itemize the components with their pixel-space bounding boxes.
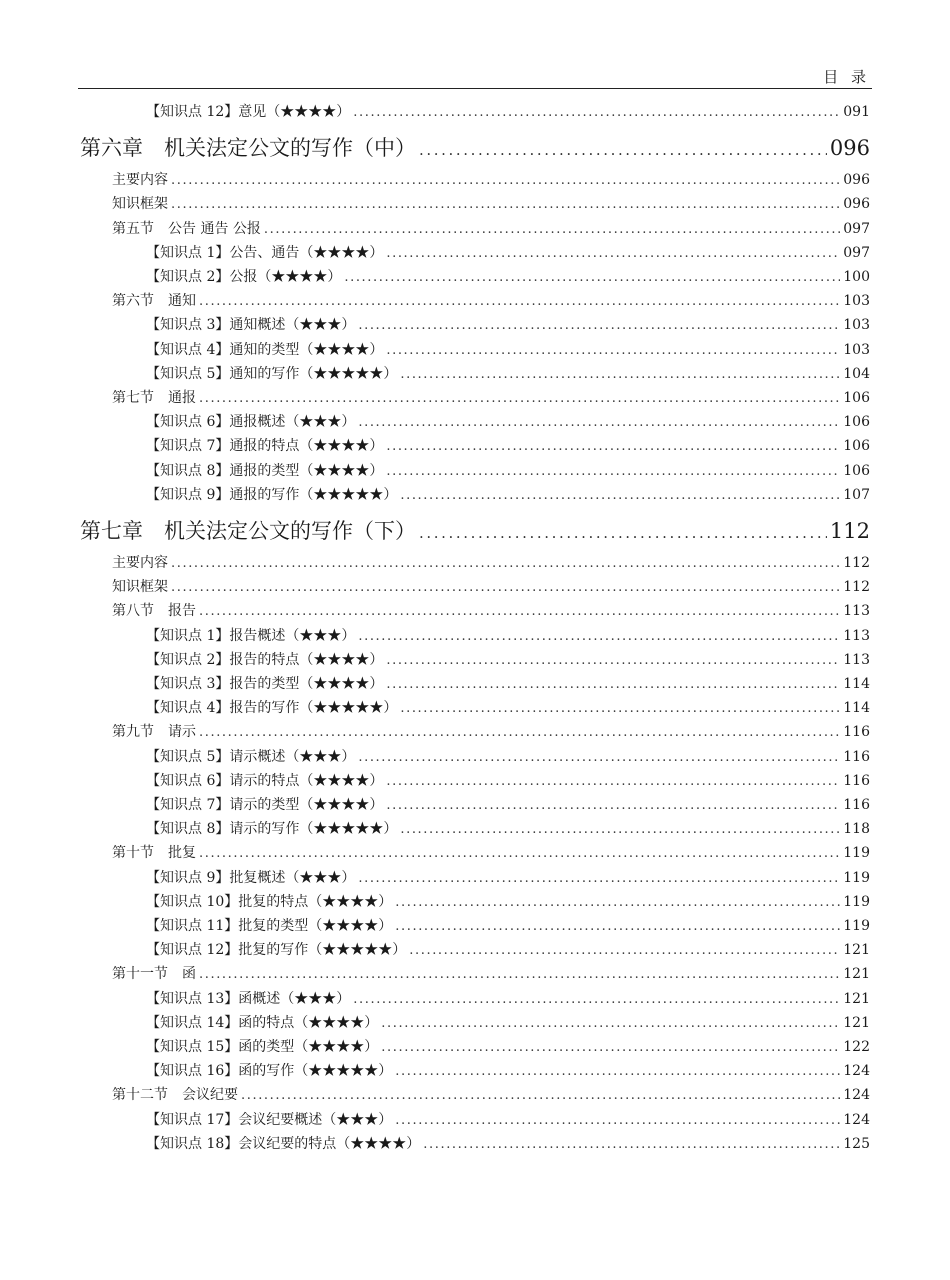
toc-entry-page-number: 097: [843, 220, 870, 237]
dot-leader: [423, 1135, 840, 1155]
dot-leader: [381, 1014, 840, 1034]
toc-entry-label: 第五节 公告 通告 公报: [112, 220, 261, 237]
toc-entry-section[interactable]: [112, 601, 870, 621]
toc-entry-page-number: 106: [843, 414, 870, 431]
toc-entry-page-number: 118: [843, 821, 870, 838]
toc-entry-point[interactable]: [146, 868, 870, 888]
toc-entry-page-number: 116: [843, 797, 870, 813]
dot-leader: [199, 389, 840, 409]
dot-leader: [358, 413, 840, 433]
toc-entry-page-number: 119: [843, 893, 870, 910]
toc-entry-point[interactable]: [146, 819, 870, 839]
toc-entry-point[interactable]: [146, 989, 870, 1009]
toc-entry-label: 【知识点 2】报告的特点（★★★★）: [146, 651, 384, 668]
dot-leader: [171, 554, 840, 574]
dot-leader: [358, 869, 840, 889]
toc-entry-section[interactable]: [112, 219, 870, 239]
dot-leader: [400, 699, 840, 719]
dot-leader: [353, 103, 840, 123]
toc-entry-label: 【知识点 9】批复概述（★★★）: [146, 869, 356, 886]
dot-leader: [171, 171, 840, 191]
toc-entry-label: 知识框架: [112, 196, 168, 213]
toc-entry-label: 【知识点 16】函的写作（★★★★★）: [146, 1063, 393, 1080]
toc-entry-point[interactable]: [146, 364, 870, 384]
toc-entry-point[interactable]: [146, 892, 870, 912]
toc-entry-point[interactable]: [146, 1061, 870, 1081]
dot-leader: [395, 917, 840, 937]
dot-leader: [409, 941, 840, 961]
toc-entry-page-number: 106: [843, 438, 870, 455]
toc-entry-page-number: 124: [843, 1063, 870, 1080]
toc-entry-page-number: 121: [843, 1014, 870, 1031]
toc-entry-label: 第六章 机关法定公文的写作（中）: [80, 136, 416, 161]
dot-leader: [358, 316, 840, 336]
toc-entry-page-number: 112: [843, 579, 870, 596]
dot-leader: [381, 1038, 840, 1058]
header-title: 目 录: [823, 68, 870, 86]
toc-entry-point[interactable]: [146, 461, 870, 481]
toc-entry-label: 第八节 报告: [112, 603, 196, 620]
toc-entry-point[interactable]: [146, 1110, 870, 1130]
toc-entry-point[interactable]: [146, 1134, 870, 1154]
toc-entry-page-number: 114: [843, 700, 870, 717]
toc-entry-page-number: 121: [843, 966, 870, 983]
dot-leader: [386, 341, 840, 361]
toc-entry-label: 【知识点 6】通报概述（★★★）: [146, 414, 356, 431]
toc-entry-page-number: 119: [843, 869, 870, 886]
toc-entry-label: 【知识点 14】函的特点（★★★★）: [146, 1014, 379, 1031]
dot-leader: [386, 651, 840, 671]
toc-entry-page-number: 107: [843, 486, 870, 503]
dot-leader: [199, 602, 840, 622]
toc-entry-label: 【知识点 13】函概述（★★★）: [146, 990, 351, 1007]
toc-entry-label: 【知识点 18】会议纪要的特点（★★★★）: [146, 1135, 421, 1152]
toc-entry-label: 【知识点 6】请示的特点（★★★★）: [146, 772, 384, 789]
toc-entry-label: 【知识点 12】意见（★★★★）: [146, 104, 351, 120]
toc-entry-page-number: 103: [843, 341, 870, 358]
toc-entry-page-number: 096: [829, 136, 870, 161]
toc-entry-label: 第九节 请示: [112, 724, 196, 741]
toc-entry-label: 【知识点 5】请示概述（★★★）: [146, 748, 356, 765]
toc-entry-page-number: 113: [843, 627, 870, 644]
toc-entry-label: 知识框架: [112, 579, 168, 596]
dot-leader: [171, 578, 840, 598]
toc-entry-section[interactable]: [112, 194, 870, 214]
toc-entry-point[interactable]: [146, 674, 870, 694]
toc-entry-label: 主要内容: [112, 172, 168, 189]
toc-entry-label: 第六节 通知: [112, 293, 196, 310]
toc-entry-label: 【知识点 15】函的类型（★★★★）: [146, 1039, 379, 1055]
toc-entry-point[interactable]: [146, 243, 870, 263]
toc-entry-section[interactable]: [112, 577, 870, 597]
toc-entry-point[interactable]: [146, 650, 870, 670]
toc-entry-page-number: 103: [843, 317, 870, 334]
toc-entry-point[interactable]: [146, 940, 870, 960]
toc-entry-page-number: 112: [829, 519, 870, 543]
toc-entry-page-number: 124: [843, 1111, 870, 1128]
toc-entry-page-number: 121: [843, 990, 870, 1007]
dot-leader: [353, 990, 840, 1010]
dot-leader: [199, 965, 840, 985]
dot-leader: [199, 844, 840, 864]
toc-entry-label: 【知识点 8】请示的写作（★★★★★）: [146, 821, 398, 838]
dot-leader: [400, 820, 840, 840]
toc-entry-page-number: 121: [843, 942, 870, 959]
toc-entry-page-number: 112: [843, 555, 870, 571]
toc-entry-label: 【知识点 2】公报（★★★★）: [146, 269, 342, 285]
toc-entry-label: 第十节 批复: [112, 845, 196, 862]
toc-entry-page-number: 106: [843, 390, 870, 406]
toc-entry-page-number: 106: [843, 462, 870, 479]
dot-leader: [171, 195, 840, 215]
toc-entry-label: 第十一节 函: [112, 966, 196, 983]
toc-entry-page-number: 116: [843, 748, 870, 765]
dot-leader: [395, 893, 840, 913]
toc-entry-page-number: 116: [843, 724, 870, 741]
toc-entry-label: 【知识点 17】会议纪要概述（★★★）: [146, 1111, 393, 1128]
toc-entry-page-number: 096: [843, 196, 870, 213]
toc-entry-label: 【知识点 5】通知的写作（★★★★★）: [146, 365, 398, 382]
toc-entry-page-number: 113: [843, 603, 870, 620]
toc-entry-page-number: 119: [843, 845, 870, 862]
toc-entry-section[interactable]: [112, 1085, 870, 1105]
toc-entry-point[interactable]: [146, 747, 870, 767]
toc-entry-point[interactable]: [146, 795, 870, 815]
toc-entry-page-number: 104: [843, 365, 870, 382]
toc-entry-label: 【知识点 1】报告概述（★★★）: [146, 627, 356, 644]
toc-entry-section[interactable]: [112, 964, 870, 984]
toc-entry-point[interactable]: [146, 1037, 870, 1057]
toc-entry-label: 【知识点 4】通知的类型（★★★★）: [146, 341, 384, 358]
dot-leader: [358, 627, 840, 647]
toc-entry-page-number: 096: [843, 172, 870, 189]
toc-entry-label: 【知识点 7】通报的特点（★★★★）: [146, 438, 384, 455]
toc-entry-point[interactable]: [146, 340, 870, 360]
toc-entry-label: 【知识点 1】公告、通告（★★★★）: [146, 244, 384, 261]
toc-entry-page-number: 122: [843, 1039, 870, 1055]
toc-entry-point[interactable]: [146, 102, 870, 122]
dot-leader: [386, 772, 840, 792]
dot-leader: [386, 437, 840, 457]
toc-entry-section[interactable]: [112, 170, 870, 190]
toc-entry-point[interactable]: [146, 698, 870, 718]
toc-entry-page-number: 103: [843, 293, 870, 310]
dot-leader: [386, 675, 840, 695]
dot-leader: [386, 244, 840, 264]
toc-entry-page-number: 097: [843, 244, 870, 261]
toc-entry-label: 第七章 机关法定公文的写作（下）: [80, 519, 416, 543]
dot-leader: [264, 220, 840, 240]
toc-entry-page-number: 113: [843, 651, 870, 668]
dot-leader: [199, 292, 840, 312]
toc-entry-point[interactable]: [146, 626, 870, 646]
toc-entry-page-number: 124: [843, 1087, 870, 1104]
dot-leader: [344, 268, 840, 288]
toc-entry-label: 【知识点 10】批复的特点（★★★★）: [146, 893, 393, 910]
toc-entry-point[interactable]: [146, 771, 870, 791]
toc-entry-page-number: 119: [843, 918, 870, 934]
toc-entry-page-number: 100: [843, 269, 870, 285]
toc-entry-label: 【知识点 8】通报的类型（★★★★）: [146, 462, 384, 479]
dot-leader: [241, 1086, 840, 1106]
toc-entry-section[interactable]: [112, 843, 870, 863]
toc-entry-point[interactable]: [146, 436, 870, 456]
page-header: [78, 66, 872, 89]
toc-entry-page-number: 125: [843, 1135, 870, 1152]
toc-entry-section[interactable]: [112, 722, 870, 742]
toc-entry-section[interactable]: [112, 291, 870, 311]
toc-entry-label: 【知识点 12】批复的写作（★★★★★）: [146, 942, 407, 959]
dot-leader: [419, 519, 827, 547]
toc-entry-label: 【知识点 3】报告的类型（★★★★）: [146, 676, 384, 692]
dot-leader: [395, 1062, 840, 1082]
toc-entry-point[interactable]: [146, 412, 870, 432]
toc-entry-point[interactable]: [146, 1013, 870, 1033]
toc-entry-label: 【知识点 11】批复的类型（★★★★）: [146, 918, 393, 934]
dot-leader: [419, 136, 827, 164]
toc-entry-label: 【知识点 7】请示的类型（★★★★）: [146, 797, 384, 813]
toc-entry-chapter[interactable]: [80, 134, 870, 162]
toc-entry-page-number: 091: [843, 104, 870, 120]
toc-entry-section[interactable]: [112, 388, 870, 408]
toc-entry-point[interactable]: [146, 315, 870, 335]
dot-leader: [386, 796, 840, 816]
toc-entry-label: 【知识点 4】报告的写作（★★★★★）: [146, 700, 398, 717]
dot-leader: [400, 486, 840, 506]
toc-entry-point[interactable]: [146, 916, 870, 936]
toc-entry-label: 第十二节 会议纪要: [112, 1087, 238, 1104]
toc-entry-page-number: 114: [843, 676, 870, 692]
toc-entry-label: 【知识点 9】通报的写作（★★★★★）: [146, 486, 398, 503]
dot-leader: [400, 365, 840, 385]
toc-entry-point[interactable]: [146, 267, 870, 287]
toc-entry-section[interactable]: [112, 553, 870, 573]
toc-entry-page-number: 116: [843, 772, 870, 789]
toc-entry-label: 主要内容: [112, 555, 168, 571]
toc-entry-point[interactable]: [146, 485, 870, 505]
toc-entry-chapter[interactable]: [80, 517, 870, 545]
dot-leader: [386, 462, 840, 482]
dot-leader: [395, 1111, 840, 1131]
toc-entry-label: 第七节 通报: [112, 390, 196, 406]
dot-leader: [199, 723, 840, 743]
dot-leader: [358, 748, 840, 768]
toc-entry-label: 【知识点 3】通知概述（★★★）: [146, 317, 356, 334]
